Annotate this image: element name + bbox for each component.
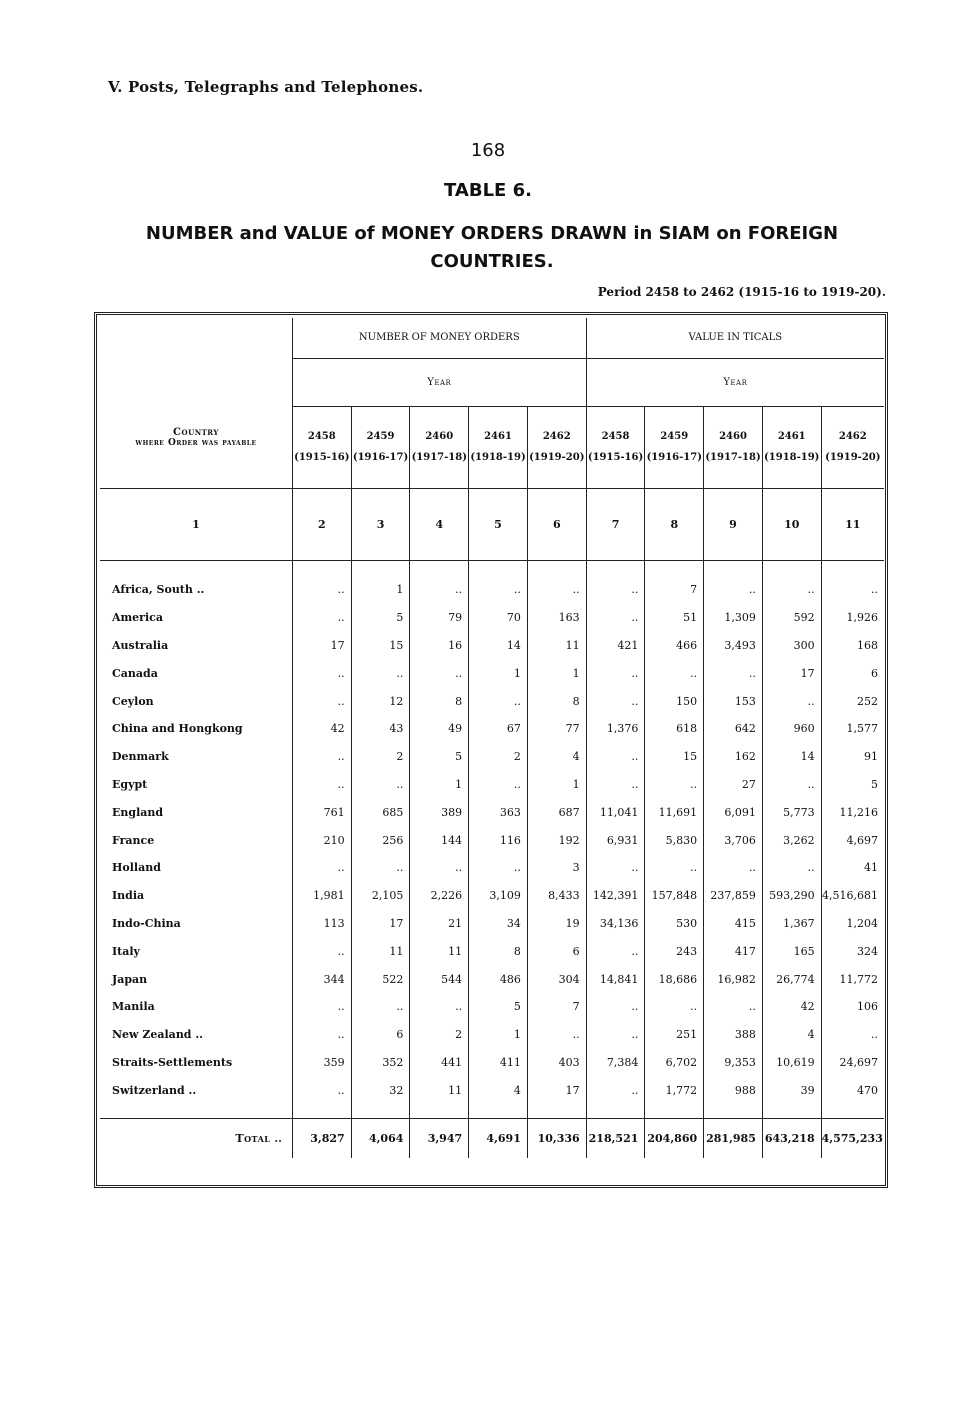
value-cell: 67 [469,715,528,743]
total-value: 281,985 [704,1118,763,1158]
value-cell: 324 [821,937,884,965]
value-cell: 11,691 [645,798,704,826]
period-note: Period 2458 to 2462 (1915-16 to 1919-20). [597,285,886,299]
value-cell: 544 [410,965,469,993]
value-cell: 12 [351,687,410,715]
value-cell: 522 [351,965,410,993]
value-cell: 5,773 [762,798,821,826]
value-cell: 687 [527,798,586,826]
value-cell: 5,830 [645,826,704,854]
value-cell: 1 [469,1021,528,1049]
value-cell: 8 [410,687,469,715]
value-cell: 470 [821,1076,884,1104]
value-cell: .. [410,993,469,1021]
col-number-10: 10 [762,488,821,560]
value-cell: .. [586,1076,645,1104]
group-number-header: NUMBER OF MONEY ORDERS [292,318,586,358]
value-cell: .. [292,604,351,632]
value-cell: 592 [762,604,821,632]
col-number-9: 9 [704,488,763,560]
year-col-10: 2461 (1918-19) [762,406,821,488]
value-cell: 168 [821,632,884,660]
year-col-6: 2462 (1919-20) [527,406,586,488]
year-col-11: 2462 (1919-20) [821,406,884,488]
value-cell: 5 [469,993,528,1021]
value-cell: .. [292,1076,351,1104]
value-cell: 15 [351,632,410,660]
table-row [100,604,884,632]
value-cell: 24,697 [821,1049,884,1077]
table-heading [120,220,864,276]
value-cell: .. [527,576,586,604]
value-cell: 39 [762,1076,821,1104]
value-cell: 4,516,681 [821,882,884,910]
col-number-6: 6 [527,488,586,560]
value-cell: 4 [762,1021,821,1049]
table-row [100,576,884,604]
value-cell: .. [704,659,763,687]
col-number-4: 4 [410,488,469,560]
spacer-row [100,560,884,576]
value-cell: 411 [469,1049,528,1077]
country-cell: Indo-China [112,916,181,930]
value-cell: .. [586,854,645,882]
money-orders-table [100,318,884,1158]
value-cell: 251 [645,1021,704,1049]
year-header-value: Year [586,358,884,406]
value-cell: 106 [821,993,884,1021]
country-cell: Japan [112,972,148,986]
table-row [100,771,884,799]
value-cell: 150 [645,687,704,715]
col-number-8: 8 [645,488,704,560]
heading-line-1: NUMBER and VALUE of MONEY ORDERS DRAWN in SIAM on FOREIGN [145,223,839,244]
value-cell: 11,041 [586,798,645,826]
value-cell: 530 [645,910,704,938]
year-col-7: 2458 (1915-16) [586,406,645,488]
value-cell: 16,982 [704,965,763,993]
total-value: 10,336 [527,1118,586,1158]
value-cell: 51 [645,604,704,632]
value-cell: .. [292,771,351,799]
value-cell: .. [586,937,645,965]
value-cell: 304 [527,965,586,993]
table-row [100,854,884,882]
col-number-2: 2 [292,488,351,560]
table-row [100,910,884,938]
value-cell: 2,226 [410,882,469,910]
value-cell: 7 [645,576,704,604]
value-cell: .. [469,576,528,604]
value-cell: 1 [527,659,586,687]
value-cell: 252 [821,687,884,715]
value-cell: 3,493 [704,632,763,660]
country-cell: Egypt [112,777,148,791]
col-number-3: 3 [351,488,410,560]
value-cell: 11 [527,632,586,660]
value-cell: 1 [469,659,528,687]
value-cell: .. [351,993,410,1021]
heading-line-2: COUNTRIES. [430,251,554,272]
value-cell: .. [586,743,645,771]
value-cell: 363 [469,798,528,826]
total-label-cell: Total .. [235,1131,282,1145]
country-cell: Manila [112,1000,155,1014]
value-cell: 21 [410,910,469,938]
value-cell: 6 [821,659,884,687]
value-cell: 1,367 [762,910,821,938]
value-cell: 11,772 [821,965,884,993]
value-cell: 10,619 [762,1049,821,1077]
value-cell: 1,376 [586,715,645,743]
total-value: 3,947 [410,1118,469,1158]
country-cell: Holland [112,861,161,875]
value-cell: 1,772 [645,1076,704,1104]
value-cell: 415 [704,910,763,938]
table-row [100,882,884,910]
value-cell: 1 [351,576,410,604]
year-header-number: Year [292,358,586,406]
value-cell: 2,105 [351,882,410,910]
value-cell: 5 [410,743,469,771]
value-cell: .. [762,854,821,882]
country-cell: New Zealand .. [112,1028,203,1042]
country-cell: China and Hongkong [112,722,243,736]
value-cell: 192 [527,826,586,854]
value-cell: 70 [469,604,528,632]
value-cell: .. [351,771,410,799]
value-cell: 17 [762,659,821,687]
country-cell: England [112,805,164,819]
value-cell: 11,216 [821,798,884,826]
value-cell: 1,309 [704,604,763,632]
country-header-line2: where Order was payable [135,437,257,448]
country-cell: France [112,833,155,847]
value-cell: 116 [469,826,528,854]
value-cell: 144 [410,826,469,854]
value-cell: .. [704,993,763,1021]
value-cell: 42 [292,715,351,743]
value-cell: .. [410,854,469,882]
year-col-8: 2459 (1916-17) [645,406,704,488]
value-cell: 19 [527,910,586,938]
value-cell: .. [586,1021,645,1049]
value-cell: 5 [821,771,884,799]
value-cell: 6 [351,1021,410,1049]
value-cell: .. [704,576,763,604]
country-header [100,318,292,488]
value-cell: 3,706 [704,826,763,854]
value-cell: 165 [762,937,821,965]
value-cell: 761 [292,798,351,826]
section-title: V. Posts, Telegraphs and Telephones. [108,78,424,96]
value-cell: 8 [469,937,528,965]
value-cell: .. [410,576,469,604]
value-cell: 6,931 [586,826,645,854]
col-number-5: 5 [469,488,528,560]
total-value: 218,521 [586,1118,645,1158]
value-cell: 4,697 [821,826,884,854]
value-cell: 2 [469,743,528,771]
value-cell: 34 [469,910,528,938]
value-cell: 42 [762,993,821,1021]
value-cell: 4 [469,1076,528,1104]
value-cell: 3,109 [469,882,528,910]
value-cell: 1,981 [292,882,351,910]
table-row [100,715,884,743]
value-cell: .. [469,687,528,715]
value-cell: .. [586,659,645,687]
value-cell: 960 [762,715,821,743]
value-cell: 466 [645,632,704,660]
value-cell: 18,686 [645,965,704,993]
value-cell: 5 [351,604,410,632]
table-row [100,687,884,715]
value-cell: .. [469,771,528,799]
value-cell: 210 [292,826,351,854]
country-cell: Ceylon [112,694,154,708]
total-value: 643,218 [762,1118,821,1158]
value-cell: 1 [410,771,469,799]
value-cell: 8 [527,687,586,715]
value-cell: 2 [410,1021,469,1049]
value-cell: 4 [527,743,586,771]
year-col-9: 2460 (1917-18) [704,406,763,488]
value-cell: .. [586,771,645,799]
table-row [100,826,884,854]
total-value: 3,827 [292,1118,351,1158]
value-cell: 6,091 [704,798,763,826]
total-value: 4,575,233 [821,1118,884,1158]
value-cell: .. [821,1021,884,1049]
year-col-5: 2461 (1918-19) [469,406,528,488]
country-header-line1: Country [173,426,219,438]
total-value: 204,860 [645,1118,704,1158]
country-cell: Denmark [112,750,169,764]
value-cell: .. [586,576,645,604]
spacer-row-bottom [100,1104,884,1118]
value-cell: 352 [351,1049,410,1077]
value-cell: .. [645,993,704,1021]
value-cell: .. [586,993,645,1021]
table-number: TABLE 6. [444,180,532,201]
group-value-header: VALUE IN TICALS [586,318,884,358]
value-cell: .. [351,854,410,882]
country-cell: Italy [112,944,140,958]
table-row [100,993,884,1021]
value-cell: 49 [410,715,469,743]
value-cell: 162 [704,743,763,771]
value-cell: 6,702 [645,1049,704,1077]
table-body [100,560,884,1104]
value-cell: 388 [704,1021,763,1049]
table-row [100,1021,884,1049]
page-number: 168 [470,140,506,161]
value-cell: 642 [704,715,763,743]
total-label: Total [235,1131,271,1145]
value-cell: .. [762,576,821,604]
value-cell: 14,841 [586,965,645,993]
value-cell: 1,926 [821,604,884,632]
year-col-3: 2459 (1916-17) [351,406,410,488]
value-cell: 3,262 [762,826,821,854]
total-value: 4,691 [469,1118,528,1158]
value-cell: 17 [351,910,410,938]
value-cell: 14 [762,743,821,771]
value-cell: .. [292,937,351,965]
value-cell: 11 [351,937,410,965]
value-cell: 7,384 [586,1049,645,1077]
value-cell: 14 [469,632,528,660]
value-cell: 256 [351,826,410,854]
value-cell: 7 [527,993,586,1021]
value-cell: .. [586,604,645,632]
value-cell: 163 [527,604,586,632]
value-cell: 79 [410,604,469,632]
value-cell: .. [645,771,704,799]
value-cell: .. [351,659,410,687]
value-cell: 113 [292,910,351,938]
col-number-7: 7 [586,488,645,560]
value-cell: 1,577 [821,715,884,743]
value-cell: .. [645,854,704,882]
value-cell: .. [586,687,645,715]
value-cell: .. [292,659,351,687]
country-cell: Canada [112,666,158,680]
table-row [100,743,884,771]
value-cell: 593,290 [762,882,821,910]
value-cell: .. [292,854,351,882]
value-cell: 1 [527,771,586,799]
value-cell: 1,204 [821,910,884,938]
value-cell: 8,433 [527,882,586,910]
value-cell: 11 [410,937,469,965]
value-cell: .. [762,687,821,715]
country-cell: America [112,611,163,625]
value-cell: 237,859 [704,882,763,910]
total-row [100,1118,884,1158]
value-cell: 3 [527,854,586,882]
table-row [100,1076,884,1104]
value-cell: 91 [821,743,884,771]
value-cell: 359 [292,1049,351,1077]
country-cell: India [112,889,145,903]
value-cell: 16 [410,632,469,660]
table-row [100,1049,884,1077]
value-cell: .. [469,854,528,882]
value-cell: .. [821,576,884,604]
value-cell: 17 [292,632,351,660]
value-cell: 142,391 [586,882,645,910]
table-row [100,937,884,965]
country-cell: Straits-Settlements [112,1055,233,1069]
value-cell: 27 [704,771,763,799]
value-cell: 2 [351,743,410,771]
total-value: 4,064 [351,1118,410,1158]
value-cell: 486 [469,965,528,993]
value-cell: .. [292,687,351,715]
value-cell: 618 [645,715,704,743]
value-cell: 6 [527,937,586,965]
table-row [100,965,884,993]
value-cell: 41 [821,854,884,882]
value-cell: .. [527,1021,586,1049]
value-cell: .. [410,659,469,687]
value-cell: .. [762,771,821,799]
table-row [100,632,884,660]
column-number-row [100,488,884,560]
value-cell: 77 [527,715,586,743]
value-cell: 15 [645,743,704,771]
table-row [100,659,884,687]
value-cell: .. [292,1021,351,1049]
value-cell: .. [645,659,704,687]
value-cell: 300 [762,632,821,660]
col-number-1: 1 [100,488,292,560]
value-cell: 421 [586,632,645,660]
country-cell: Australia [112,638,169,652]
value-cell: 389 [410,798,469,826]
value-cell: 243 [645,937,704,965]
value-cell: 344 [292,965,351,993]
value-cell: .. [704,854,763,882]
value-cell: 32 [351,1076,410,1104]
value-cell: 43 [351,715,410,743]
value-cell: 441 [410,1049,469,1077]
value-cell: 9,353 [704,1049,763,1077]
value-cell: 157,848 [645,882,704,910]
year-col-4: 2460 (1917-18) [410,406,469,488]
year-col-2: 2458 (1915-16) [292,406,351,488]
value-cell: .. [292,576,351,604]
value-cell: 34,136 [586,910,645,938]
value-cell: 403 [527,1049,586,1077]
value-cell: 988 [704,1076,763,1104]
value-cell: 153 [704,687,763,715]
country-cell: Switzerland .. [112,1083,197,1097]
value-cell: 26,774 [762,965,821,993]
value-cell: 17 [527,1076,586,1104]
value-cell: .. [292,993,351,1021]
country-cell: Africa, South .. [112,583,205,597]
table-row [100,798,884,826]
value-cell: 417 [704,937,763,965]
col-number-11: 11 [821,488,884,560]
value-cell: 685 [351,798,410,826]
value-cell: .. [292,743,351,771]
value-cell: 11 [410,1076,469,1104]
